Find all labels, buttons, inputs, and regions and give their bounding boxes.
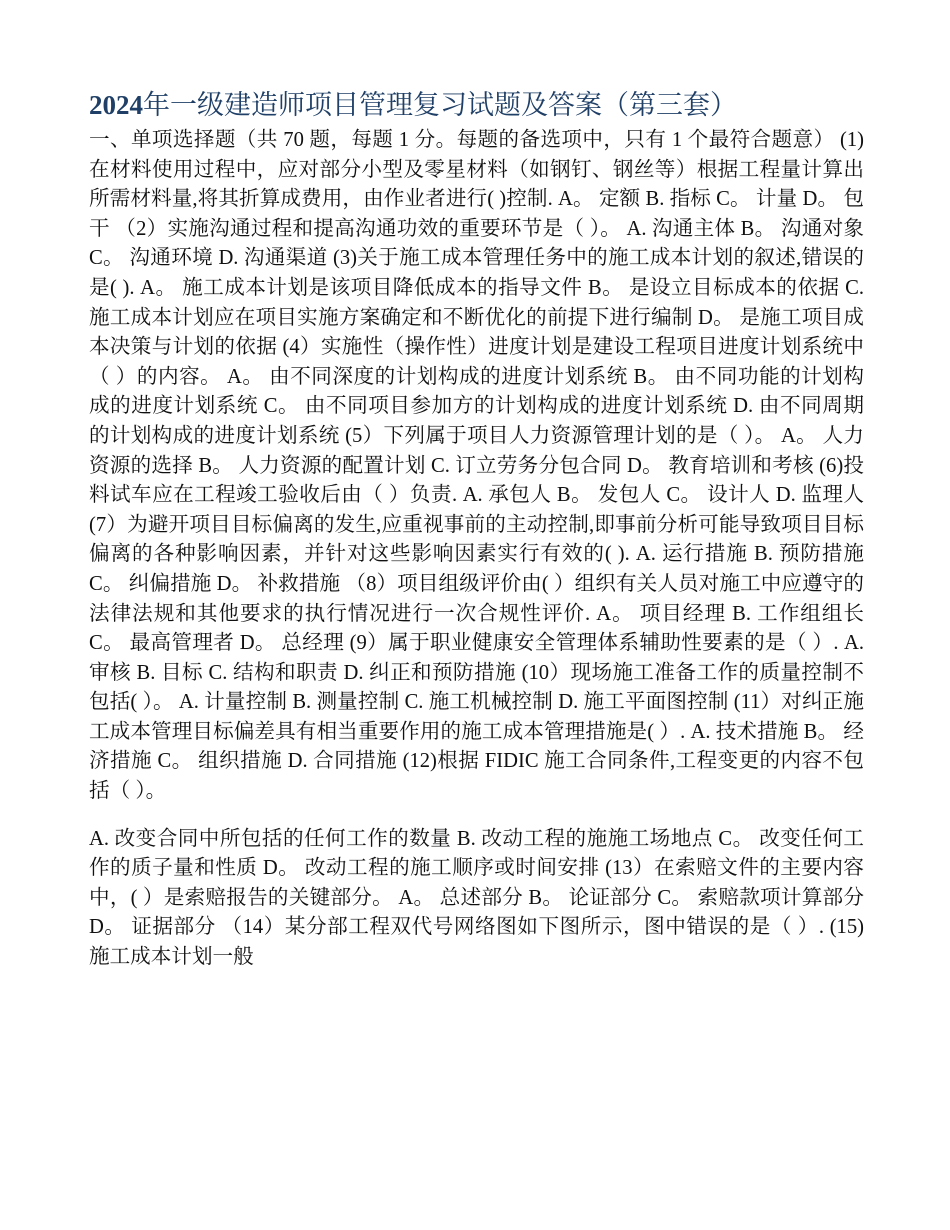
document-title: [89, 84, 864, 126]
body-paragraph-2: A. 改变合同中所包括的任何工作的数量 B. 改动工程的施施工场地点 C。 改变任何工作的质子量和性质 D。 改动工程的施工顺序或时间安排 (13）在索赔文件的主要内容中，( ）是索赔报告的关键部分。 A。 总述部分 B。 论证部分 C。 索赔款项计算部分 D。 证据部分 （14）某分部工程双代号网络图如下图所示，图中错误的是（ ）. (15)施工成本计划一般: [89, 827, 864, 969]
body-paragraph-1: 一、单项选择题（共 70 题，每题 1 分。每题的备选项中，只有 1 个最符合题意） (1)在材料使用过程中，应对部分小型及零星材料（如钢钉、钢丝等）根据工程量计算出所需材料量,将其折算成费用，由作业者进行( )控制. A。 定额 B. 指标 C。 计量 D。 包干 （2）实施沟通过程和提高沟通功效的重要环节是（ ）。 A. 沟通主体 B。 沟通对象 C。 沟通环境 D. 沟通渠道 (3)关于施工成本管理任务中的施工成本计划的叙述,错误的是( ). A。 施工成本计划是该项目降低成本的指导文件 B。 是设立目标成本的依据 C. 施工成本计划应在项目实施方案确定和不断优化的前提下进行编制 D。 是施工项目成本决策与计划的依据 (4）实施性（操作性）进度计划是建设工程项目进度计划系统中（ ）的内容。 A。 由不同深度的计划构成的进度计划系统 B。 由不同功能的计划构成的进度计划系统 C。 由不同项目参加方的计划构成的进度计划系统 D. 由不同周期的计划构成的进度计划系统 (5）下列属于项目人力资源管理计划的是（ ）。 A。 人力资源的选择 B。 人力资源的配置计划 C. 订立劳务分包合同 D。 教育培训和考核 (6)投料试车应在工程竣工验收后由（ ）负责. A. 承包人 B。 发包人 C。 设计人 D. 监理人 (7）为避开项目目标偏离的发生,应重视事前的主动控制,即事前分析可能导致项目目标偏离的各种影响因素，并针对这些影响因素实行有效的( ). A. 运行措施 B. 预防措施 C。 纠偏措施 D。 补救措施 （8）项目组级评价由( ）组织有关人员对施工中应遵守的法律法规和其他要求的执行情况进行一次合规性评价. A。 项目经理 B. 工作组组长 C。 最高管理者 D。 总经理 (9）属于职业健康安全管理体系辅助性要素的是（ ）. A. 审核 B. 目标 C. 结构和职责 D. 纠正和预防措施 (10）现场施工准备工作的质量控制不包括( ）。 A. 计量控制 B. 测量控制 C. 施工机械控制 D. 施工平面图控制 (11）对纠正施工成本管理目标偏差具有相当重要作用的施工成本管理措施是( ）. A. 技术措施 B。 经济措施 C。 组织措施 D. 合同措施 (12)根据 FIDIC 施工合同条件,工程变更的内容不包括（ ）。: [89, 129, 864, 803]
title-text: 年一级建造师项目管理复习试题及答案（第三套）: [143, 90, 737, 120]
document-page: [89, 84, 864, 973]
paragraph-gap: [89, 807, 864, 825]
title-year: 2024: [89, 90, 143, 120]
